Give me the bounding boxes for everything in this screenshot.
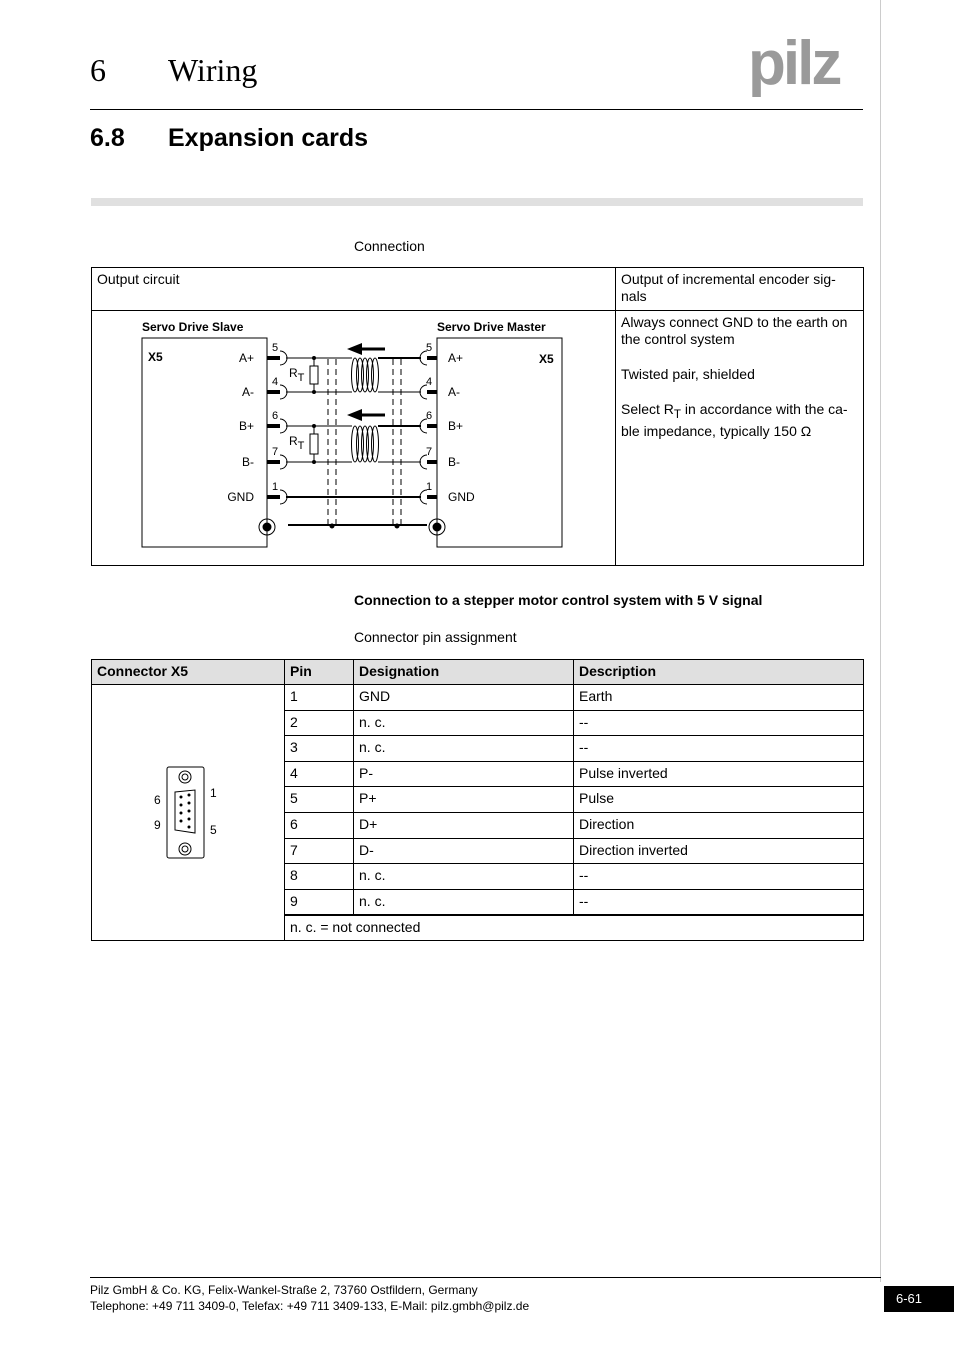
pin-label-6: 6: [154, 793, 161, 807]
connection-caption: Connection: [354, 238, 425, 254]
cell-text: Output circuit: [97, 271, 180, 287]
pin-cell: 5: [284, 786, 354, 813]
footer-divider: [90, 1277, 881, 1278]
header-connector-x5: Connector X5: [91, 659, 285, 685]
slave-connector-label: X5: [148, 350, 163, 364]
designation-cell: P-: [353, 761, 574, 788]
stepper-heading: Connection to a stepper motor control system with 5 V signal: [354, 592, 763, 608]
footer-contact: Telephone: +49 711 3409-0, Telefax: +49 711 3409-133, E-Mail: pilz.gmbh@pilz.de: [90, 1299, 530, 1313]
junction: [312, 424, 316, 428]
designation-cell: GND: [353, 684, 574, 711]
pin-cell: 8: [284, 863, 354, 890]
pin-cell: 7: [284, 838, 354, 865]
margin-line: [880, 0, 881, 1282]
slave-signal-label: B-: [242, 455, 254, 469]
slave-socket: [280, 419, 287, 433]
description-cell: --: [573, 710, 864, 737]
slave-signal-label: B+: [238, 419, 254, 433]
slave-box: [142, 338, 267, 547]
note-twisted: Twisted pair, shielded: [621, 366, 755, 382]
cell-text: Output of incremental encoder sig-nals: [621, 271, 836, 304]
master-pin-number: 1: [426, 481, 433, 493]
pin-cell: 2: [284, 710, 354, 737]
pin-table-caption: Connector pin assignment: [354, 629, 517, 645]
header-pin: Pin: [284, 659, 354, 685]
header-description: Description: [573, 659, 864, 685]
section-title: Expansion cards: [168, 124, 369, 152]
notes-cell: [615, 310, 864, 566]
sub-d-connector-icon: [145, 760, 225, 865]
master-pin-number: 5: [426, 342, 433, 354]
note-gnd: Always connect GND to the earth on the control system: [621, 314, 848, 347]
junction: [312, 460, 316, 464]
footer-address: Pilz GmbH & Co. KG, Felix-Wankel-Straße 2, 73760 Ostfildern, Germany: [90, 1283, 478, 1297]
junction: [312, 390, 316, 394]
slave-title: Servo Drive Slave: [142, 320, 244, 334]
pin-label-5: 5: [210, 823, 217, 837]
master-signal-label: A-: [448, 385, 460, 399]
header-designation: Designation: [353, 659, 574, 685]
pin-cell: 1: [284, 684, 354, 711]
pin-label-1: 1: [210, 786, 217, 800]
slave-signal-label: A-: [242, 385, 254, 399]
pin-cell: 9: [284, 889, 354, 916]
description-cell: --: [573, 735, 864, 762]
slave-pin-number: 5: [272, 342, 279, 354]
master-signal-label: B-: [448, 455, 460, 469]
designation-cell: D-: [353, 838, 574, 865]
master-connector-label: X5: [539, 352, 554, 366]
slave-pin-number: 1: [272, 481, 279, 493]
termination-resistor: [310, 434, 318, 454]
description-cell: --: [573, 863, 864, 890]
description-cell: Pulse inverted: [573, 761, 864, 788]
designation-cell: D+: [353, 812, 574, 839]
wiring-diagram: [140, 315, 570, 555]
chapter-number: 6: [90, 52, 106, 88]
pin-cell: 4: [284, 761, 354, 788]
junction: [312, 356, 316, 360]
header-divider: [90, 109, 863, 110]
resistor-label: RT: [289, 434, 305, 452]
slave-socket: [280, 490, 287, 504]
master-signal-label: A+: [448, 351, 464, 365]
description-cell: Direction: [573, 812, 864, 839]
resistor-label: RT: [289, 366, 305, 384]
master-signal-label: GND: [448, 490, 475, 504]
termination-resistor: [310, 366, 318, 384]
footnote-cell: [284, 915, 864, 941]
description-cell: Direction inverted: [573, 838, 864, 865]
chapter-title: Wiring: [168, 52, 258, 88]
designation-cell: n. c.: [353, 735, 574, 762]
designation-cell: n. c.: [353, 889, 574, 916]
description-cell: Pulse: [573, 786, 864, 813]
section-number: 6.8: [90, 124, 125, 152]
master-pin-number: 7: [426, 446, 433, 458]
pilz-logo: pilz: [748, 29, 840, 98]
slave-pin-number: 6: [272, 410, 279, 422]
note-text: in accordance with the ca-ble impedance, typically 150 Ω: [621, 401, 848, 439]
slave-pin-number: 4: [272, 376, 279, 388]
page-number: 6-61: [884, 1286, 954, 1312]
slave-socket: [280, 351, 287, 365]
footnote-text: n. c. = not connected: [290, 919, 421, 935]
master-pin-number: 4: [426, 376, 433, 388]
encoder-output-header: [615, 267, 864, 311]
master-title: Servo Drive Master: [437, 320, 546, 334]
slave-signal-label: A+: [238, 351, 254, 365]
twisted-pair-coil: [372, 426, 379, 462]
master-pin-number: 6: [426, 410, 433, 422]
slave-pin-number: 7: [272, 446, 279, 458]
designation-cell: n. c.: [353, 863, 574, 890]
description-cell: Earth: [573, 684, 864, 711]
twisted-pair-coil: [372, 358, 379, 392]
section-bar: [91, 198, 863, 206]
pin-cell: 3: [284, 735, 354, 762]
description-cell: --: [573, 889, 864, 916]
note-text: Select R: [621, 401, 674, 417]
slave-socket: [280, 385, 287, 399]
note-resistor: [621, 401, 858, 440]
master-box: [437, 338, 562, 547]
slave-socket: [280, 455, 287, 469]
pin-label-9: 9: [154, 818, 161, 832]
slave-signal-label: GND: [227, 490, 254, 504]
note-sub: T: [673, 407, 682, 421]
master-signal-label: B+: [448, 419, 464, 433]
designation-cell: n. c.: [353, 710, 574, 737]
designation-cell: P+: [353, 786, 574, 813]
output-circuit-header: [91, 267, 616, 311]
pin-cell: 6: [284, 812, 354, 839]
